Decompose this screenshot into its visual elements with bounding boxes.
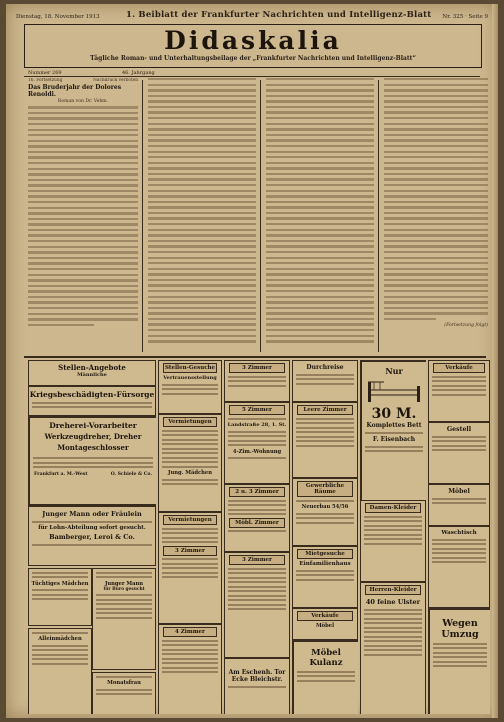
ad-maid: [28, 568, 92, 626]
newspaper-page: [6, 4, 498, 718]
story-text-block: [148, 78, 256, 343]
masthead: [24, 24, 482, 68]
head-furnished-room: Möbl. Zimmer: [229, 518, 285, 528]
story-text-block: [384, 78, 488, 320]
ad-payroll-company: Bamberger, Leroi & Co.: [49, 533, 135, 541]
head-complete-bed: Komplettes Bett: [366, 422, 422, 429]
story-signature: (Fortsetzung folgt): [444, 323, 488, 329]
head-fine-ulsters: 40 feine Ulster: [365, 598, 421, 606]
ad-young-man-title: Junger Mann: [104, 580, 144, 587]
ad-veterans-title: Kriegsbeschädigten-Fürsorge: [29, 390, 155, 399]
head-five-rooms: 5 Zimmer: [229, 405, 285, 415]
masthead-title: Didaskalia: [164, 26, 342, 55]
running-header: [16, 10, 488, 24]
masthead-rule: [24, 76, 480, 77]
ad-job-wanted: [158, 360, 222, 414]
ads-column-6: [428, 360, 490, 714]
ad-housemaid-title: Alleinmädchen: [38, 636, 82, 642]
head-sales: Verkäufe: [297, 611, 353, 621]
ad-ladies-clothes: [360, 500, 426, 582]
head-furniture-b: Möbel: [448, 488, 470, 495]
head-three-rooms-b: 3 Zimmer: [229, 363, 285, 373]
head-single-family: Einfamilienhaus: [299, 561, 351, 567]
header-date: Dienstag, 18. November 1913: [16, 14, 100, 20]
head-commercial: Gewerbliche Räume: [297, 481, 353, 497]
ad-three-rooms: [224, 360, 290, 402]
head-young-girl: Jung. Mädchen: [168, 470, 212, 476]
ad-eschenheimer-tor: [224, 658, 290, 714]
head-job-wanted: Stellen-Gesuche: [164, 365, 216, 371]
ad-sales: [292, 608, 358, 640]
ad-rentals: [158, 512, 222, 624]
bed-illustration: [366, 378, 422, 404]
head-wanted: Mietgesuche: [297, 549, 353, 559]
ad-commercial-space: [292, 478, 358, 546]
ad-bed-offer: [360, 360, 426, 502]
section-head-jobs: Stellen-Angebote: [58, 363, 126, 372]
ad-payroll-line2: für Lohn-Abteilung sofort gesucht.: [38, 525, 146, 531]
ad-washstand: [428, 526, 490, 608]
head-furniture-credit: Möbel Kulanz: [309, 648, 343, 668]
ad-payroll-title: Junger Mann oder Fräulein: [42, 510, 142, 518]
story-text-block: [28, 106, 138, 326]
column-divider: [378, 80, 379, 352]
head-rentals-a: Vermietungen: [163, 417, 217, 427]
head-mens-clothes: Herren-Kleider: [365, 585, 421, 595]
column-divider: [260, 80, 261, 352]
ad-sales-b: [428, 360, 490, 422]
story-column-2: [148, 78, 256, 356]
ad-wanted-rent: [292, 546, 358, 608]
head-moving-sale: Wegen Umzug: [441, 618, 479, 640]
issue-year: 46. Jahrgang: [122, 70, 155, 76]
ad-furniture-credit: [292, 640, 358, 714]
ad-cleaning-woman: [92, 672, 156, 714]
head-only: Nur: [385, 366, 403, 376]
head-landstrasse: Landstraße 28, 1. St.: [227, 422, 287, 428]
ads-column-2: [158, 360, 222, 714]
ads-column-3: [224, 360, 290, 714]
head-trust-position: Vertrauensstellung: [163, 375, 217, 381]
head-two-three-rooms: 2 u. 3 Zimmer: [229, 487, 285, 497]
ad-furniture-b: [428, 484, 490, 526]
column-divider: [142, 80, 143, 352]
head-four-rooms: 4 Zimmer: [163, 627, 217, 637]
ad-moving-sale: [428, 608, 490, 714]
head-furniture: Möbel: [315, 623, 335, 629]
ad-young-man: [92, 568, 156, 670]
ad-section-header: [28, 360, 156, 386]
ads-separator-rule: [24, 356, 486, 358]
ad-payroll-clerk: [28, 506, 156, 566]
ads-column-4: [292, 360, 358, 714]
ad-young-man-line2: für Büro gesucht: [103, 586, 145, 592]
head-ladies-clothes: Damen-Kleider: [365, 503, 421, 513]
head-sales-b: Verkäufe: [433, 363, 485, 373]
ad-two-three-rooms: [224, 484, 290, 552]
ad-veterans-care: [28, 386, 156, 416]
ad-housemaid: [28, 628, 92, 714]
ad-workshop-jobs: [28, 416, 156, 506]
head-four-room-flat: 4-Zim.-Wohnung: [232, 448, 282, 455]
bed-price: 30 M.: [371, 406, 417, 422]
masthead-subtitle: Tägliche Roman- und Unterhaltungsbeilage der „Frankfurter Nachrichten und Intelligenz-Blatt“: [90, 55, 416, 62]
ad-transit: [292, 360, 358, 402]
story-column-1: [28, 78, 138, 356]
ad-empty-rooms: [292, 402, 358, 478]
story-installment: 16. Fortsetzung: [28, 78, 63, 83]
story-rights: Nachdruck verboten: [93, 78, 138, 83]
head-frame: Gestell: [446, 426, 472, 433]
story-column-3: [266, 78, 374, 356]
ad-workshop-line2: Werkzeugdreher, Dreher: [44, 432, 142, 441]
head-three-rooms: 3 Zimmer: [163, 546, 217, 556]
story-text-block: [266, 78, 374, 343]
head-eschenheimer: Am Eschenh. Tor Ecke Bleichstr.: [228, 669, 286, 683]
ad-three-rooms-c: [224, 552, 290, 658]
story-author: Roman von Dr. Vehm.: [57, 98, 109, 104]
ads-column-5: [360, 360, 426, 714]
header-edition: 1. Beiblatt der Frankfurter Nachrichten und Intelligenz-Blatt: [126, 10, 432, 20]
ad-mens-clothes: [360, 582, 426, 714]
ad-workshop-city: Frankfurt a. M.-West: [34, 472, 88, 477]
ad-workshop-company: O. Schiele & Co.: [110, 472, 152, 477]
ad-cleaning-title: Monatsfrau: [107, 680, 141, 686]
header-page-ref: Nr. 325 · Seite 9: [442, 14, 488, 20]
head-empty-rooms: Leere Zimmer: [297, 405, 353, 415]
story-title: Das Bruderjahr der Dolores Renoldi.: [28, 83, 122, 98]
ad-workshop-title: Dreherei-Vorarbeiter: [49, 421, 137, 430]
bed-company: F. Eisenbach: [372, 436, 416, 443]
ad-maid-title: Tüchtiges Mädchen: [31, 580, 89, 587]
ads-column-1: [28, 360, 156, 714]
head-three-rooms-c: 3 Zimmer: [229, 555, 285, 565]
ad-five-rooms: [224, 402, 290, 484]
sub-head-male: Männliche: [77, 372, 107, 378]
head-transit: Durchreise: [306, 364, 344, 371]
ad-workshop-line3: Montageschlosser: [57, 443, 129, 452]
issue-number: Nummer 269: [28, 70, 62, 76]
head-washstand: Waschtisch: [441, 530, 477, 536]
ad-frame: [428, 422, 490, 484]
page-edge-shadow: [492, 4, 498, 718]
ad-listing-small: [158, 414, 222, 512]
head-new-building: Neuerbau 54/56: [301, 504, 349, 510]
story-column-4: [384, 78, 488, 356]
classified-ads: [28, 360, 490, 714]
ad-four-rooms: [158, 624, 222, 714]
head-rentals-b: Vermietungen: [163, 515, 217, 525]
